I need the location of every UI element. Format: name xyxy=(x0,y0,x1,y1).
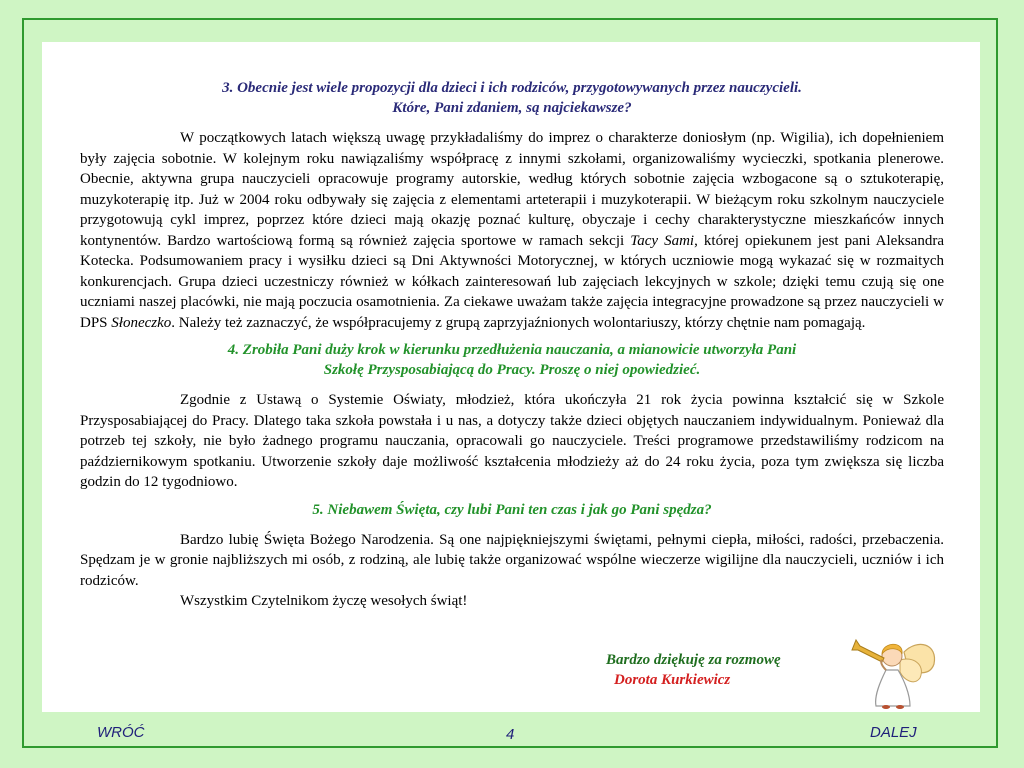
answer-5: Bardzo lubię Święta Bożego Narodzenia. Są one najpiękniejszymi świętami, pełnymi ciepła, miłości, radości, przebaczenia. Spędzam je w gronie najbliższych mi osób, z rodziną, ale lubię także organizować wspólne wieczerze wigilijne dla nauczycieli, uczniów i ich rodziców. xyxy=(80,531,944,589)
answer-4: Zgodnie z Ustawą o Systemie Oświaty, młodzież, która ukończyła 21 rok życia powinna kształcić się w Szkole Przysposabiającej do Pracy. Dlatego taka szkoła powstała i u nas, a dotyczy także dzieci objętych nauczaniem indywidualnym. Ponieważ dla potrzeb tej szkoły, nie było żadnego programu nauczania, opracowali go nauczyciele. Treści programowe przedstawiliśmy rodzicom na październikowym spotkaniu. Utworzenie szkoły daje możliwość kształcenia młodzieży aż do 24 roku życia, poza tym zwiększa się liczba godzin do 12 tygodniowo. xyxy=(80,392,944,490)
back-link[interactable]: WRÓĆ xyxy=(97,724,145,741)
question-4 xyxy=(80,340,944,380)
angel-with-trumpet-icon xyxy=(846,630,942,710)
question-3-line1: 3. Obecnie jest wiele propozycji dla dzieci i ich rodziców, przygotowywanych przez nauczycieli. xyxy=(222,80,802,96)
answer-3-italic-dps: Słoneczko xyxy=(111,314,172,331)
question-4-line2: Szkołę Przysposabiającą do Pracy. Proszę o niej opowiedzieć. xyxy=(323,362,701,378)
interview-text xyxy=(80,78,944,612)
question-5: 5. Niebawem Święta, czy lubi Pani ten czas i jak go Pani spędza? xyxy=(312,501,712,518)
answer-3-part2: , której opiekunem jest pani Aleksandra Kotecka. Podsumowaniem pracy i wysiłku dzieci są Dni Aktywności Motorycznej, w których uczniowie mogą wykazać się w rozmaitych konkurencjach. Grupa dzieci uczestniczy również w kółkach zainteresowań lub zajęciach lekcyjnych w szkole; dzięki temu czują się one uczniami naszej placówki, nie mają poczucia osamotnienia. Za ciekawe uważam także zajęcia integracyjne prowadzone są przez nauczycieli w DPS xyxy=(80,232,944,331)
next-link[interactable]: DALEJ xyxy=(870,724,917,741)
page-number: 4 xyxy=(506,726,515,743)
signature xyxy=(606,650,781,690)
answer-3-part1: W początkowych latach większą uwagę przykładaliśmy do imprez o charakterze doniosłym (np. Wigilia), ich dopełnieniem były zajęcia sobotnie. W kolejnym roku nawiązaliśmy współpracę z innymi szkołami, organizowaliśmy wycieczki, spotkania plenerowe. Obecnie, aktywna grupa nauczycieli opracowuje programy autorskie, według których sobotnie zajęcia wzbogacone są o sztukoterapię, muzykoterapię itp. Już w 2004 roku odbywały się zajęcia z elementami arteterapii i muzykoterapii. W bieżącym roku szkolnym nauczyciele przygotowują cykl imprez, poprzez które dzieci mają okazję poznać kulturę, obyczaje i cechy charakterystyczne mieszkańców innych kontynentów. Bardzo wartościową formą są również zajęcia sportowe w ramach sekcji xyxy=(80,130,944,249)
question-4-line1: 4. Zrobiła Pani duży krok w kierunku przedłużenia nauczania, a mianowicie utworzyła Pani xyxy=(227,342,797,358)
christmas-wishes: Wszystkim Czytelnikom życzę wesołych świąt! xyxy=(180,593,468,609)
answer-3-italic-section: Tacy Sami xyxy=(630,232,695,249)
signature-author: Dorota Kurkiewicz xyxy=(614,672,731,688)
question-3-line2: Które, Pani zdaniem, są najciekawsze? xyxy=(392,100,632,116)
question-3 xyxy=(80,78,944,118)
answer-3-part3: . Należy też zaznaczyć, że współpracujemy z grupą zaprzyjaźnionych wolontariuszy, którzy chętnie nam pomagają. xyxy=(171,314,866,331)
signature-thanks: Bardzo dziękuję za rozmowę xyxy=(606,652,781,668)
answer-3 xyxy=(80,128,944,333)
